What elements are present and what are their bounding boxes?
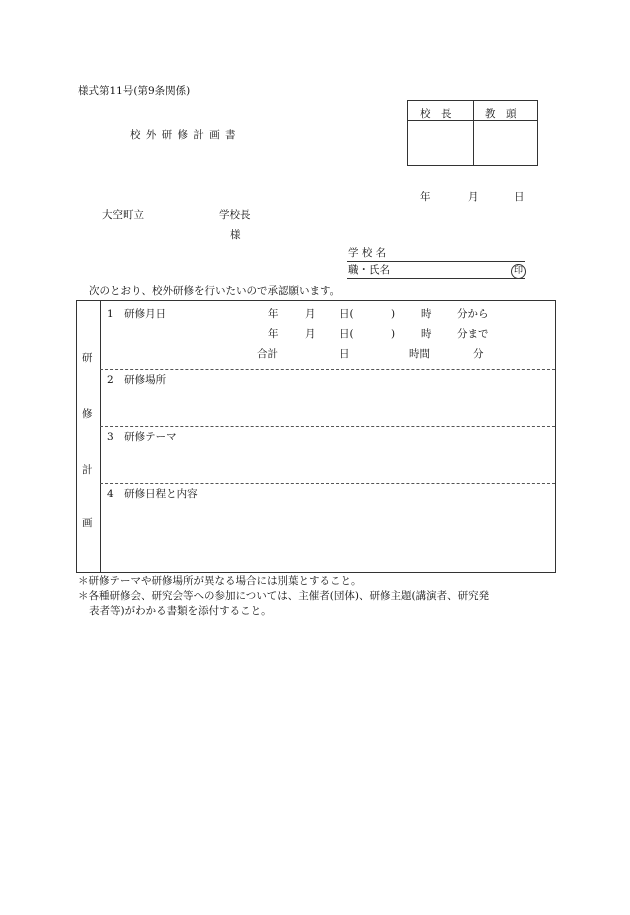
- addressee-honorific: 様: [230, 229, 241, 241]
- theme-label: 3 研修テーマ: [107, 431, 177, 443]
- approval-box: [407, 100, 538, 166]
- section-divider-1: [100, 369, 555, 370]
- period-from-minute: 分から: [457, 308, 489, 320]
- period-total-label: 合計: [257, 348, 278, 360]
- date-year: 年: [420, 191, 431, 203]
- request-text: 次のとおり、校外研修を行いたいので承認願います。: [89, 285, 341, 297]
- schedule-label: 4 研修日程と内容: [107, 488, 198, 500]
- plan-table: [76, 300, 556, 573]
- period-from-close: ): [391, 308, 396, 320]
- note-1: ＊研修テーマや研修場所が異なる場合には別葉とすること。: [78, 575, 362, 587]
- period-from-month: 月: [305, 308, 316, 320]
- section-divider-3: [100, 483, 555, 484]
- name-underline[interactable]: [347, 278, 525, 279]
- plan-side-char-1: 研: [82, 352, 93, 364]
- period-to-close: ): [391, 328, 396, 340]
- period-total-hours: 時間: [409, 348, 430, 360]
- vice-principal-stamp-field[interactable]: [474, 121, 537, 165]
- approval-principal-header: 校 長: [420, 108, 452, 120]
- addressee-town: 大空町立: [102, 209, 144, 221]
- theme-field[interactable]: [101, 446, 555, 482]
- date-month: 月: [468, 191, 479, 203]
- name-label: 職・氏名: [348, 264, 390, 276]
- form-number: 様式第11号(第9条関係): [78, 85, 191, 97]
- period-label: 1 研修月日: [107, 308, 167, 320]
- period-from-day: 日(: [339, 308, 354, 320]
- page-title: 校 外 研 修 計 画 書: [130, 129, 237, 141]
- date-day: 日: [514, 191, 525, 203]
- plan-side-char-4: 画: [82, 517, 93, 529]
- period-total-day: 日: [339, 348, 350, 360]
- period-to-year: 年: [268, 328, 279, 340]
- approval-vice-principal-header: 教 頭: [485, 108, 517, 120]
- school-name-underline[interactable]: [347, 261, 525, 262]
- place-field[interactable]: [101, 389, 555, 425]
- place-label: 2 研修場所: [107, 374, 167, 386]
- section-divider-2: [100, 426, 555, 427]
- note-2: ＊各種研修会、研究会等への参加については、主催者(団体)、研修主題(講演者、研究発: [78, 590, 490, 602]
- school-name-label: 学 校 名: [348, 247, 387, 259]
- period-to-hour: 時: [421, 328, 432, 340]
- plan-side-char-2: 修: [82, 408, 93, 420]
- period-from-year: 年: [268, 308, 279, 320]
- period-to-day: 日(: [339, 328, 354, 340]
- schedule-field[interactable]: [101, 503, 555, 571]
- principal-stamp-field[interactable]: [408, 121, 473, 165]
- period-from-hour: 時: [421, 308, 432, 320]
- note-3: 表者等)がわかる書類を添付すること。: [89, 605, 272, 617]
- addressee-principal: 学校長: [219, 209, 251, 221]
- period-total-minute: 分: [473, 348, 484, 360]
- period-to-month: 月: [305, 328, 316, 340]
- plan-side-char-3: 計: [82, 464, 93, 476]
- seal-mark: 印: [511, 264, 526, 279]
- period-to-minute: 分まで: [457, 328, 489, 340]
